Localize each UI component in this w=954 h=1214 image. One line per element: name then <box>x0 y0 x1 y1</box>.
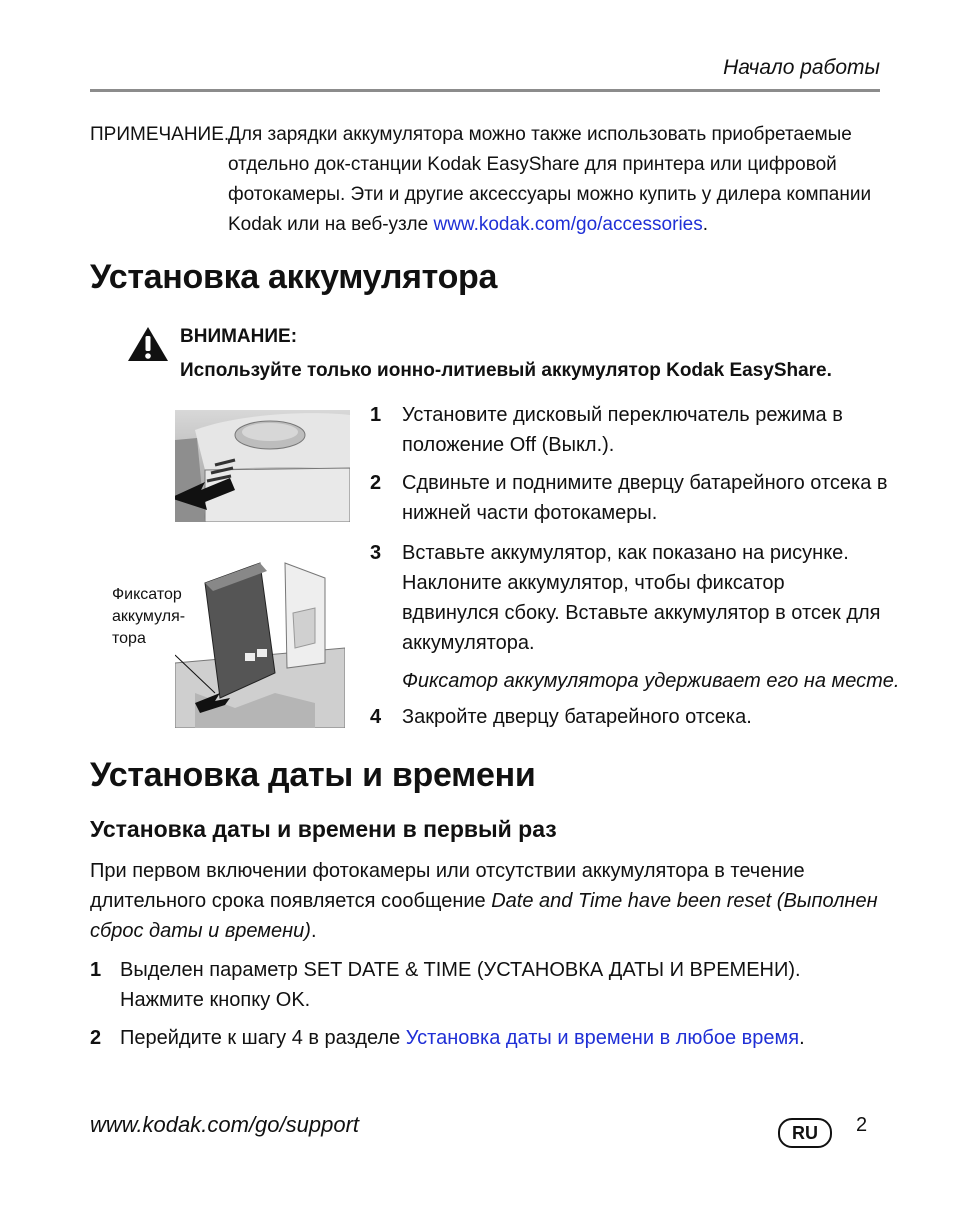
step-text: Установите дисковый переключатель режима в положение Off (Выкл.). <box>402 404 843 456</box>
intro-message: Date and Time have been reset (Выполнен сброс даты и времени) <box>90 890 878 942</box>
battery-latch-callout <box>112 584 185 650</box>
datetime-anytime-link[interactable]: Установка даты и времени в любое время <box>405 1027 800 1049</box>
note-text-body: Для зарядки аккумулятора можно также использовать приобретаемые отдельно док-станции Kodak EasyShare для принтера или цифровой фотокамеры. Эти и другие аксессуары можно купить у дилера компании Kodak или на веб-узле <box>228 124 872 235</box>
footer-support-url[interactable]: www.kodak.com/go/support <box>90 1112 360 1137</box>
step-text: Выделен параметр SET DATE & TIME (УСТАНОВКА ДАТЫ И ВРЕМЕНИ). Нажмите кнопку OK. <box>120 959 801 1011</box>
language-badge: RU <box>778 1118 832 1148</box>
warning-title: ВНИМАНИЕ: <box>180 326 298 347</box>
step-number: 1 <box>90 959 102 981</box>
step-text: Сдвиньте и поднимите дверцу батарейного отсека в нижней части фотокамеры. <box>402 472 888 524</box>
note-text-end: . <box>702 214 709 235</box>
section-heading-datetime: Установка даты и времени <box>90 756 536 794</box>
step-number: 3 <box>370 542 382 564</box>
step-text-body: Перейдите к шагу 4 в разделе <box>120 1027 406 1049</box>
intro-text: При первом включении фотокамеры или отсутствии аккумулятора в течение длительного срока появляется сообщение <box>90 860 805 912</box>
battery-insert-illustration <box>175 553 345 728</box>
accessories-link[interactable]: www.kodak.com/go/accessories <box>433 214 703 235</box>
step-text: Закройте дверцу батарейного отсека. <box>402 706 752 728</box>
intro-end: . <box>310 920 317 942</box>
step-number: 1 <box>370 404 382 426</box>
note-label: ПРИМЕЧАНИЕ. <box>90 124 230 145</box>
step-number: 4 <box>370 706 382 728</box>
step-note: Фиксатор аккумулятора удерживает его на месте. <box>402 670 900 692</box>
section-heading-battery: Установка аккумулятора <box>90 258 498 296</box>
header-divider <box>90 89 880 92</box>
camera-door-illustration <box>175 410 350 522</box>
step-number: 2 <box>90 1027 102 1049</box>
intro-paragraph <box>90 856 880 946</box>
note-text <box>228 120 878 240</box>
page-number: 2 <box>856 1114 868 1136</box>
callout-line-3: тора <box>112 630 146 647</box>
callout-line-2: аккумуля- <box>112 608 186 625</box>
warning-icon <box>126 325 170 363</box>
subheading-first-time: Установка даты и времени в первый раз <box>90 816 557 842</box>
running-header: Начало работы <box>723 56 880 79</box>
step-number: 2 <box>370 472 382 494</box>
step-text-end: . <box>799 1027 805 1049</box>
step-text <box>120 1023 860 1053</box>
callout-line-1: Фиксатор <box>112 586 182 603</box>
step-text: Вставьте аккумулятор, как показано на рисунке. Наклоните аккумулятор, чтобы фиксатор вдвинулся сбоку. Вставьте аккумулятор в отсек для аккумулятора. <box>402 542 881 654</box>
warning-text: Используйте только ионно-литиевый аккумулятор Kodak EasyShare. <box>180 360 832 381</box>
